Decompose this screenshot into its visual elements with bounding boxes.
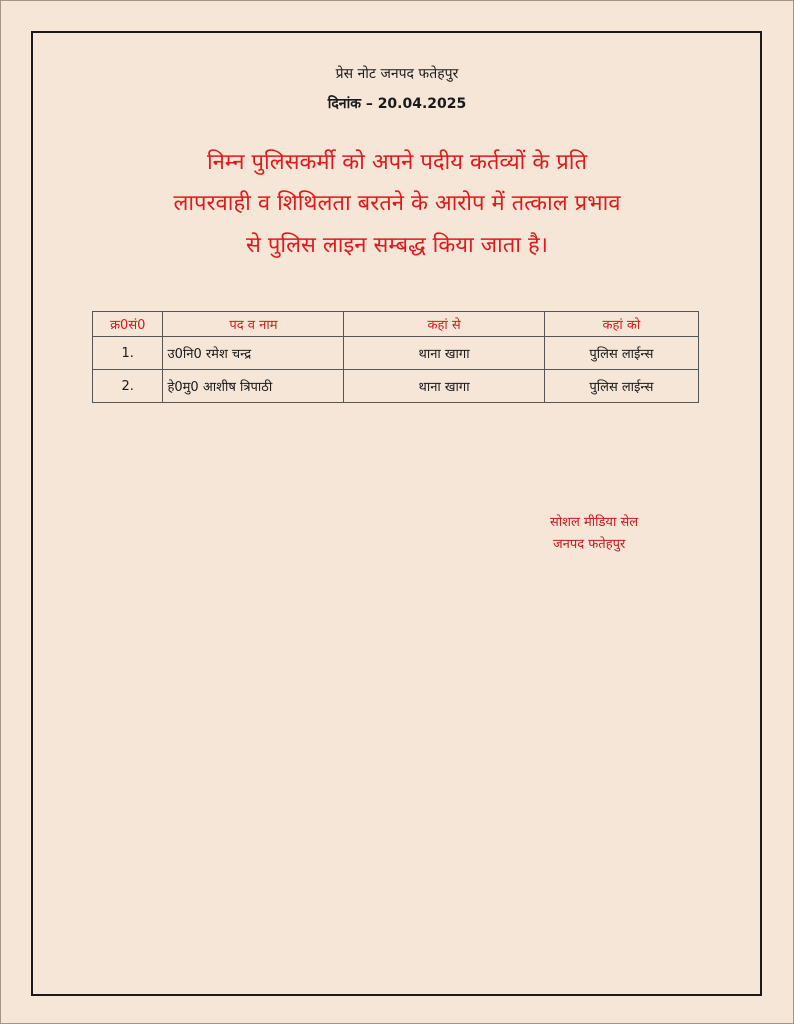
notice-line-3: से पुलिस लाइन सम्बद्ध किया जाता है। xyxy=(246,233,548,258)
header-post-name: पद व नाम xyxy=(163,312,344,337)
table-row xyxy=(93,370,699,403)
cell-serial-number: 2. xyxy=(93,370,163,403)
table-header-row xyxy=(93,312,699,337)
cell-post-name: हे0मु0 आशीष त्रिपाठी xyxy=(163,370,344,403)
cell-serial-number: 1. xyxy=(93,337,163,370)
cell-from: थाना खागा xyxy=(344,370,544,403)
notice-line-1: निम्न पुलिसकर्मी को अपने पदीय कर्तव्यों के प्रति xyxy=(206,150,588,175)
table-row xyxy=(93,337,699,370)
cell-from: थाना खागा xyxy=(344,337,544,370)
cell-to: पुलिस लाईन्स xyxy=(544,370,698,403)
press-note-title: प्रेस नोट जनपद फतेहपुर xyxy=(335,66,459,82)
cell-to: पुलिस लाईन्स xyxy=(544,337,698,370)
header-from: कहां से xyxy=(344,312,544,337)
transfer-table xyxy=(92,311,699,403)
header-serial-number: क्र0सं0 xyxy=(93,312,163,337)
notice-line-2: लापरवाही व शिथिलता बरतने के आरोप में तत्काल प्रभाव xyxy=(173,191,621,216)
cell-post-name: उ0नि0 रमेश चन्द्र xyxy=(163,337,344,370)
header-to: कहां को xyxy=(544,312,698,337)
signature-department: सोशल मीडिया सेल xyxy=(550,515,639,530)
signature-district: जनपद फतेहपुर xyxy=(553,537,626,552)
press-note-date: दिनांक – 20.04.2025 xyxy=(327,96,467,112)
